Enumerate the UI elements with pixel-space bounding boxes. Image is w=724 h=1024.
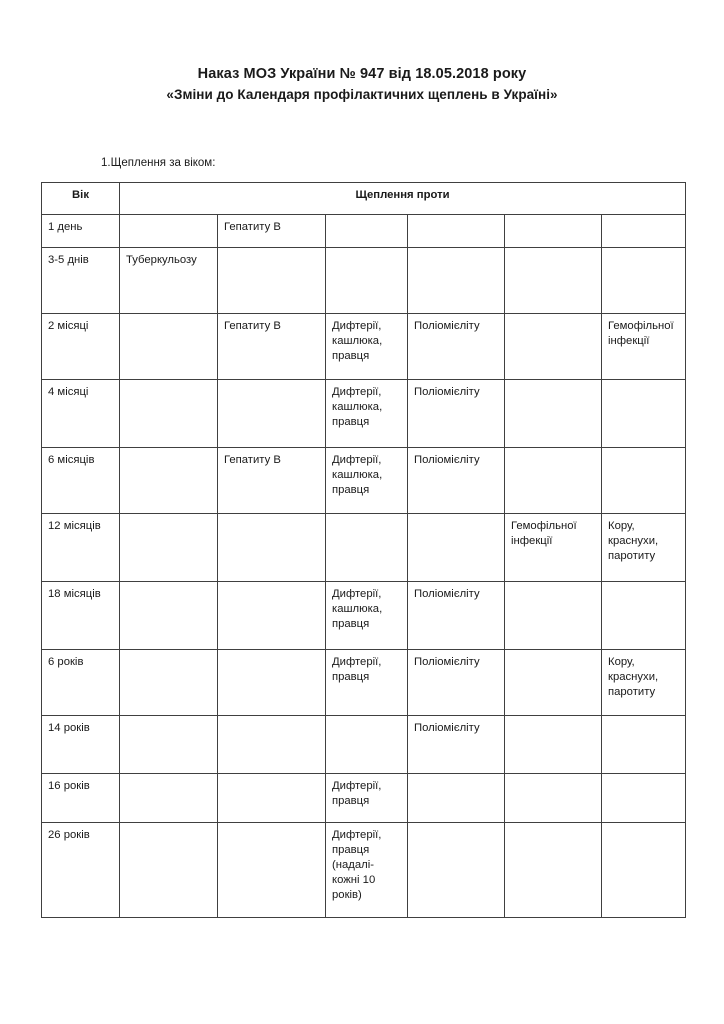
cell-col5 — [408, 514, 505, 582]
cell-col2 — [120, 514, 218, 582]
cell-age: 26 років — [42, 823, 120, 918]
cell-age: 6 місяців — [42, 448, 120, 514]
cell-col4: Дифтерії, кашлюка, правця — [326, 448, 408, 514]
cell-col5 — [408, 774, 505, 823]
cell-col6: Гемофільної інфекції — [505, 514, 602, 582]
cell-word: 10 — [362, 874, 376, 886]
cell-col2: Туберкульозу — [120, 248, 218, 314]
cell-col7: Кору, краснухи, паротиту — [602, 514, 686, 582]
cell-col7: Кору, краснухи, паротиту — [602, 650, 686, 716]
cell-col7 — [602, 448, 686, 514]
cell-col5: Поліомієліту — [408, 650, 505, 716]
cell-col7: Гемофільної інфекції — [602, 314, 686, 380]
cell-col4 — [326, 716, 408, 774]
cell-col6 — [505, 823, 602, 918]
cell-col3 — [218, 380, 326, 448]
cell-col5 — [408, 215, 505, 248]
table-row — [42, 314, 686, 380]
cell-word: кожні — [332, 874, 360, 886]
cell-col3 — [218, 774, 326, 823]
cell-col6 — [505, 248, 602, 314]
cell-col5: Поліомієліту — [408, 380, 505, 448]
cell-col6 — [505, 314, 602, 380]
table-row — [42, 215, 686, 248]
cell-col4: Дифтерії, кашлюка, правця — [326, 380, 408, 448]
cell-age: 12 місяців — [42, 514, 120, 582]
cell-age: 14 років — [42, 716, 120, 774]
cell-col4 — [326, 823, 408, 918]
cell-col4 — [326, 215, 408, 248]
vaccination-schedule-table — [41, 182, 686, 918]
cell-col3 — [218, 514, 326, 582]
cell-col4: Дифтерії, правця — [326, 650, 408, 716]
title-block — [0, 64, 724, 105]
cell-age: 1 день — [42, 215, 120, 248]
page-subtitle: «Зміни до Календаря профілактичних щеплень в Україні» — [166, 87, 558, 102]
cell-col4 — [326, 248, 408, 314]
cell-col3: Гепатиту В — [218, 448, 326, 514]
cell-col3: Гепатиту В — [218, 314, 326, 380]
cell-col2 — [120, 774, 218, 823]
cell-age: 2 місяці — [42, 314, 120, 380]
cell-col4: Дифтерії, кашлюка, правця — [326, 314, 408, 380]
cell-col2 — [120, 448, 218, 514]
cell-col5 — [408, 823, 505, 918]
table-row — [42, 514, 686, 582]
cell-col6 — [505, 215, 602, 248]
cell-col6 — [505, 448, 602, 514]
cell-col7 — [602, 716, 686, 774]
table-row — [42, 248, 686, 314]
cell-col3 — [218, 582, 326, 650]
table-header-row — [42, 183, 686, 215]
column-header-vaccination-against: Щеплення проти — [120, 183, 686, 215]
cell-col3: Гепатиту В — [218, 215, 326, 248]
cell-col5 — [408, 248, 505, 314]
cell-col7 — [602, 248, 686, 314]
table-row — [42, 774, 686, 823]
cell-col7 — [602, 215, 686, 248]
table-row — [42, 823, 686, 918]
cell-col4: Дифтерії, кашлюка, правця — [326, 582, 408, 650]
cell-col2 — [120, 215, 218, 248]
cell-age: 3-5 днів — [42, 248, 120, 314]
cell-age: 16 років — [42, 774, 120, 823]
table-row — [42, 650, 686, 716]
cell-col3 — [218, 248, 326, 314]
cell-line: (надалі- — [332, 859, 375, 871]
cell-line: років) — [332, 889, 362, 901]
cell-line-justified — [332, 873, 406, 888]
cell-col7 — [602, 823, 686, 918]
cell-age: 18 місяців — [42, 582, 120, 650]
cell-col5: Поліомієліту — [408, 448, 505, 514]
cell-line: правця — [332, 844, 370, 856]
cell-col5: Поліомієліту — [408, 716, 505, 774]
cell-col2 — [120, 582, 218, 650]
cell-col3 — [218, 650, 326, 716]
cell-col5: Поліомієліту — [408, 314, 505, 380]
table-row — [42, 448, 686, 514]
table-row — [42, 716, 686, 774]
cell-col6 — [505, 774, 602, 823]
cell-col5: Поліомієліту — [408, 582, 505, 650]
cell-col2 — [120, 380, 218, 448]
cell-line: Дифтерії, — [332, 829, 382, 841]
cell-col4: Дифтерії, правця — [326, 774, 408, 823]
cell-col7 — [602, 380, 686, 448]
cell-col2 — [120, 650, 218, 716]
cell-col7 — [602, 774, 686, 823]
table-row — [42, 380, 686, 448]
cell-col6 — [505, 582, 602, 650]
cell-col6 — [505, 716, 602, 774]
column-header-age: Вік — [42, 183, 120, 215]
cell-col6 — [505, 650, 602, 716]
cell-col3 — [218, 823, 326, 918]
table-row — [42, 582, 686, 650]
cell-col2 — [120, 823, 218, 918]
cell-col4 — [326, 514, 408, 582]
cell-col3 — [218, 716, 326, 774]
page-title: Наказ МОЗ України № 947 від 18.05.2018 року — [197, 66, 527, 82]
cell-col2 — [120, 314, 218, 380]
cell-col2 — [120, 716, 218, 774]
cell-col6 — [505, 380, 602, 448]
cell-col7 — [602, 582, 686, 650]
cell-age: 4 місяці — [42, 380, 120, 448]
section-caption: 1.Щеплення за віком: — [101, 157, 216, 169]
cell-age: 6 років — [42, 650, 120, 716]
